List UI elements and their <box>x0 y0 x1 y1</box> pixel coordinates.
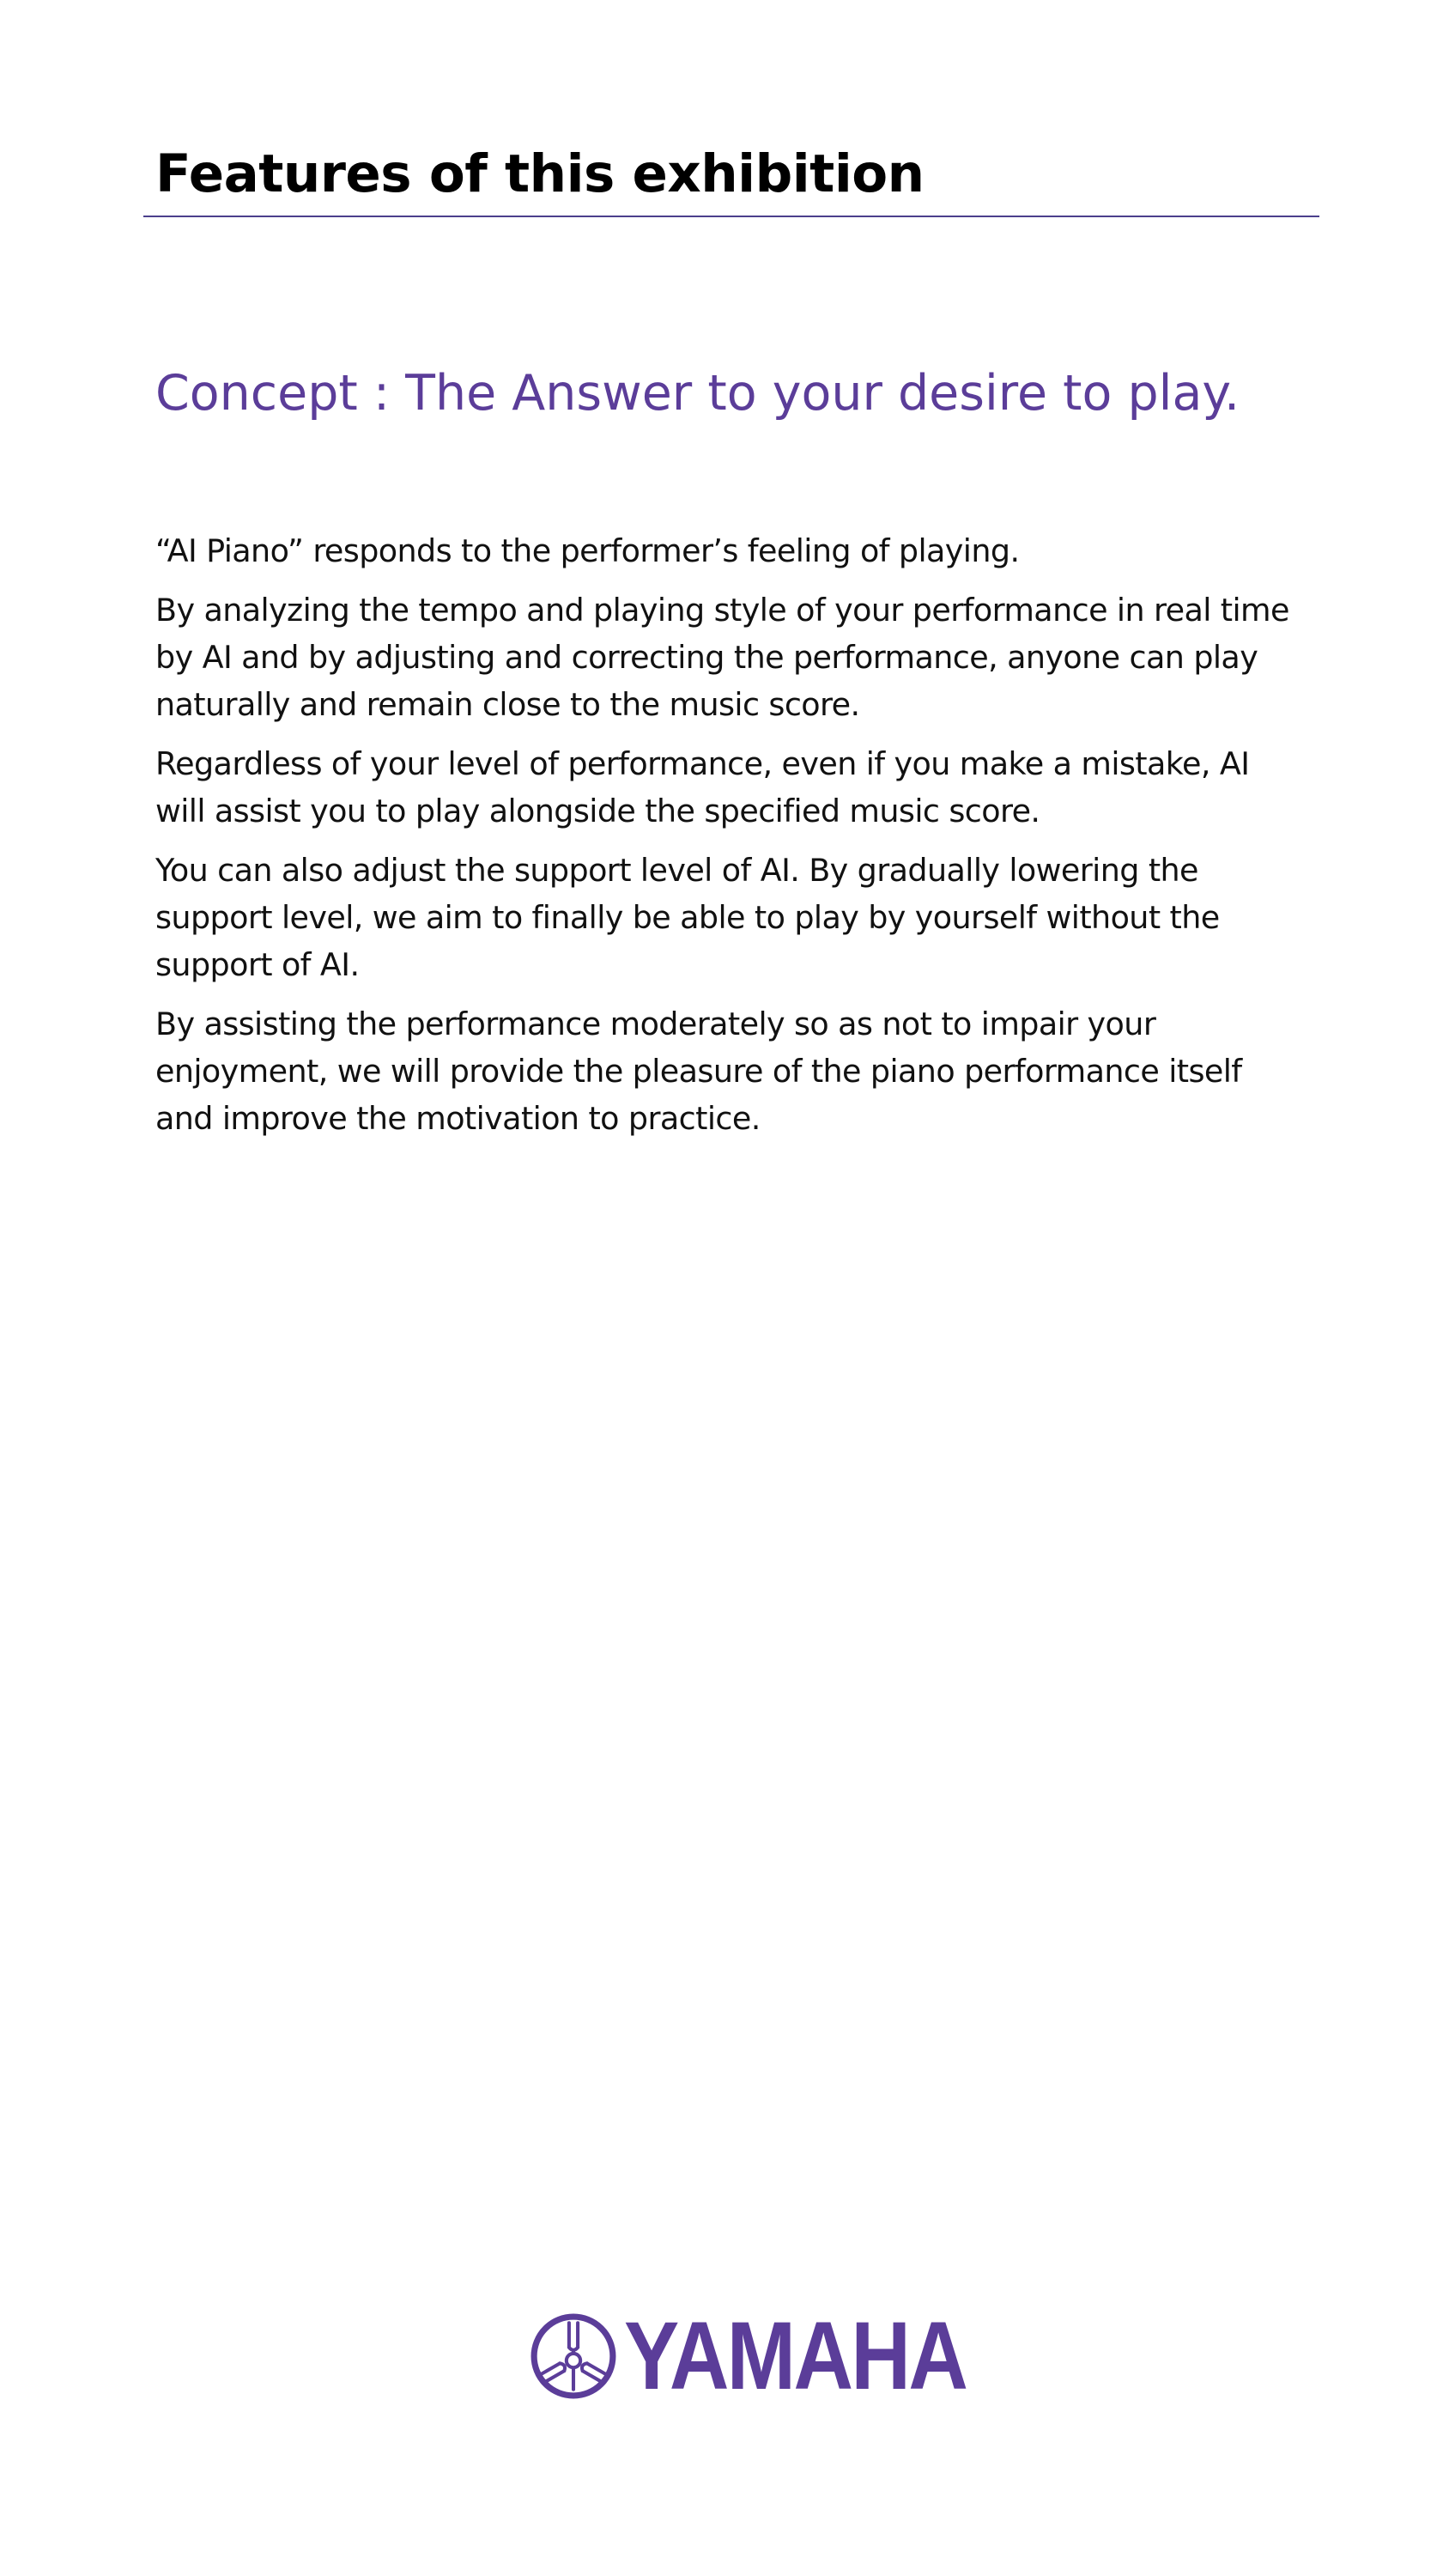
paragraph-support-level: You can also adjust the support level of AI. By gradually lowering the support level, we aim to finally be able to play by yourself without the support of AI. <box>155 852 1220 983</box>
yamaha-wordmark: YAMAHA <box>624 2302 967 2409</box>
tuning-fork-emblem-icon <box>530 2312 617 2400</box>
title-underline <box>143 216 1319 217</box>
concept-heading: Concept : The Answer to your desire to play. <box>155 365 1240 422</box>
paragraph-assist: Regardless of your level of performance, even if you make a mistake, AI will assist you to play alongside the specified music score. <box>155 745 1250 829</box>
body-text <box>155 527 1306 1154</box>
yamaha-logo <box>530 2302 1022 2409</box>
paragraph-analysis: By analyzing the tempo and playing style of your performance in real time by AI and by adjusting and correcting the performance, anyone can play naturally and remain close to the music score. <box>155 592 1289 723</box>
paragraph-intro: “AI Piano” responds to the performer’s feeling of playing. <box>155 532 1020 569</box>
paragraph-motivation: By assisting the performance moderately so as not to impair your enjoyment, we will provide the pleasure of the piano performance itself and improve the motivation to practice. <box>155 1005 1242 1137</box>
page-title: Features of this exhibition <box>155 143 925 204</box>
